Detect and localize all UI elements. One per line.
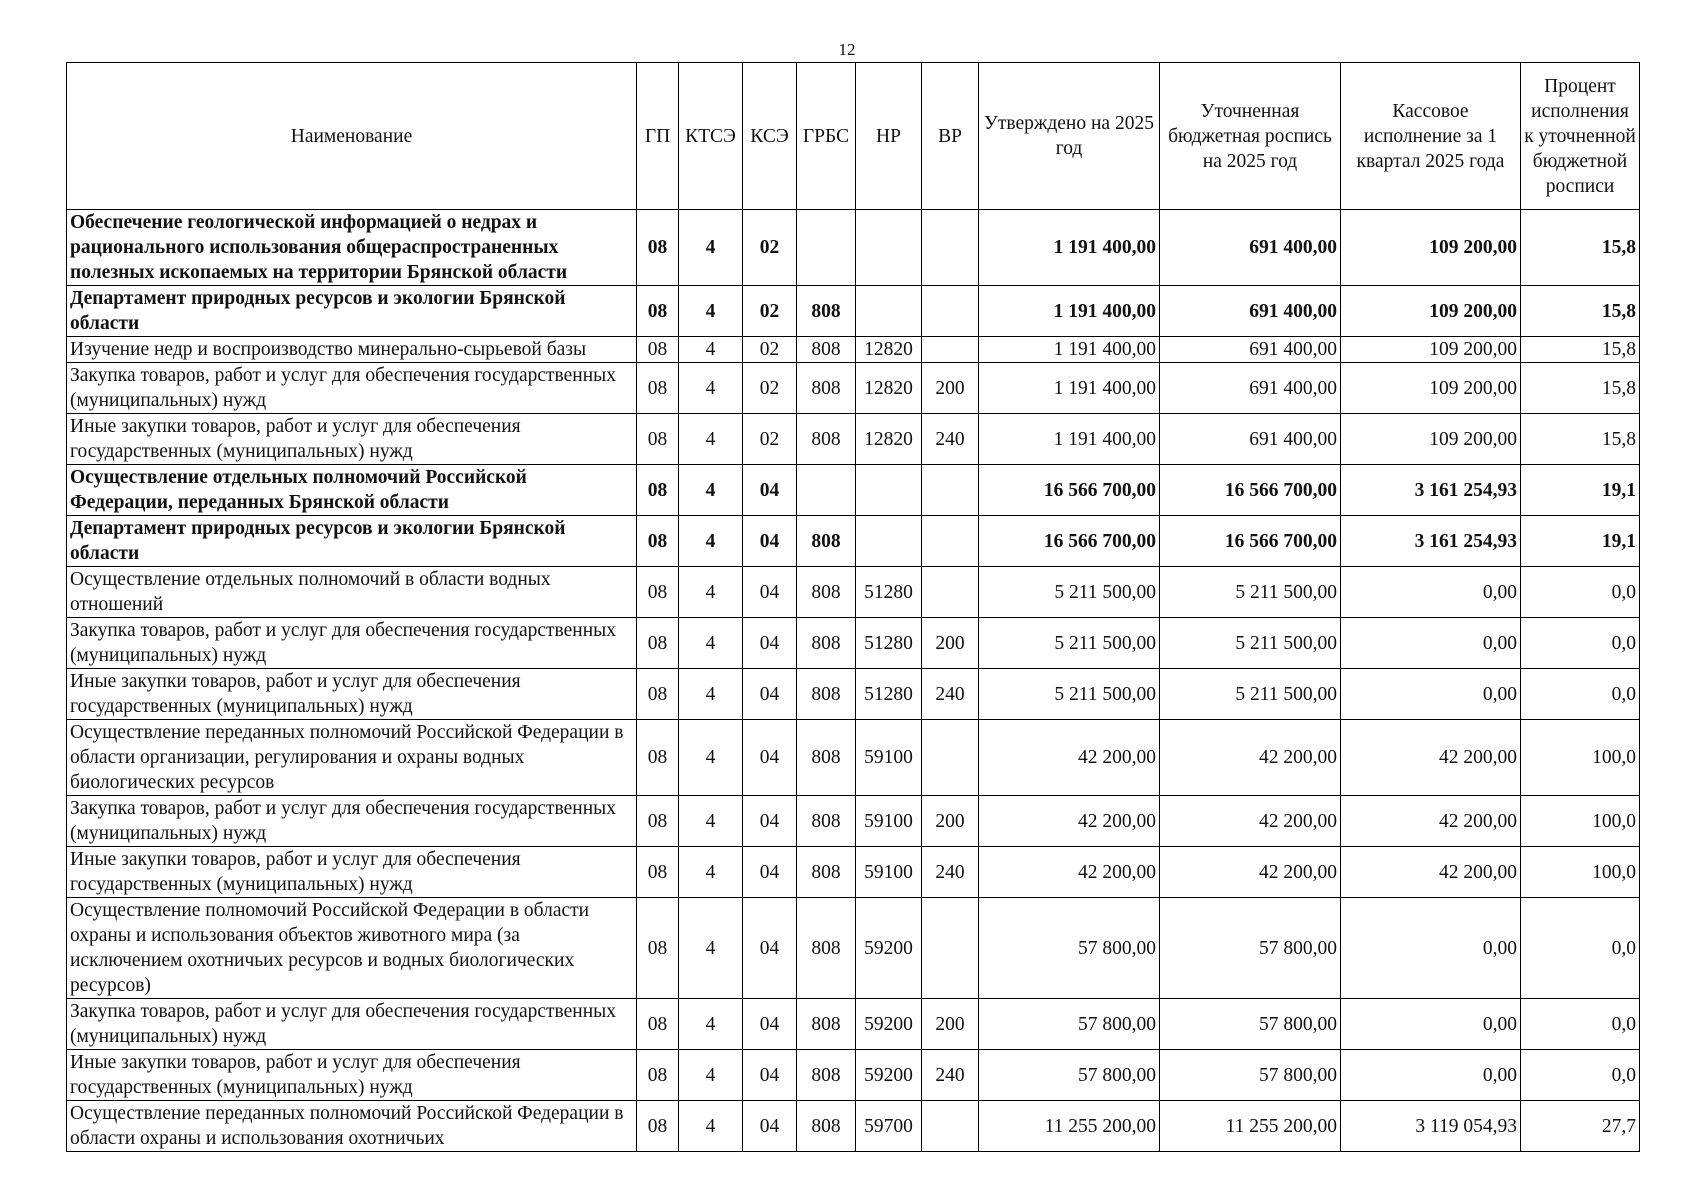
cell-cash: 42 200,00 xyxy=(1341,847,1521,898)
cell-cash: 0,00 xyxy=(1341,999,1521,1050)
cell-percent: 0,0 xyxy=(1521,669,1640,720)
table-row xyxy=(67,618,1640,669)
cell-vr: 200 xyxy=(922,363,979,414)
cell-revised: 691 400,00 xyxy=(1160,363,1341,414)
table-row xyxy=(67,286,1640,337)
table-row xyxy=(67,516,1640,567)
cell-gp: 08 xyxy=(637,465,679,516)
budget-table xyxy=(66,62,1640,1152)
header-grbs: ГРБС xyxy=(797,63,856,210)
cell-approved: 1 191 400,00 xyxy=(979,414,1160,465)
cell-nr: 59200 xyxy=(856,898,922,999)
cell-name: Осуществление отдельных полномочий в области водных отношений xyxy=(67,567,637,618)
cell-vr xyxy=(922,516,979,567)
cell-approved: 57 800,00 xyxy=(979,898,1160,999)
cell-kse: 04 xyxy=(743,720,797,796)
header-vr: ВР xyxy=(922,63,979,210)
cell-cash: 0,00 xyxy=(1341,567,1521,618)
table-row xyxy=(67,337,1640,363)
cell-grbs: 808 xyxy=(797,618,856,669)
cell-nr: 12820 xyxy=(856,363,922,414)
cell-gp: 08 xyxy=(637,999,679,1050)
cell-grbs: 808 xyxy=(797,1101,856,1152)
cell-grbs: 808 xyxy=(797,337,856,363)
cell-vr xyxy=(922,1101,979,1152)
cell-kse: 02 xyxy=(743,337,797,363)
table-row xyxy=(67,898,1640,999)
cell-ktse: 4 xyxy=(679,618,743,669)
header-approved: Утверждено на 2025 год xyxy=(979,63,1160,210)
cell-nr: 51280 xyxy=(856,567,922,618)
cell-percent: 0,0 xyxy=(1521,898,1640,999)
cell-revised: 11 255 200,00 xyxy=(1160,1101,1341,1152)
cell-kse: 04 xyxy=(743,898,797,999)
cell-approved: 1 191 400,00 xyxy=(979,210,1160,286)
cell-name: Иные закупки товаров, работ и услуг для обеспечения государственных (муниципальных) нужд xyxy=(67,847,637,898)
header-nr: НР xyxy=(856,63,922,210)
table-row xyxy=(67,669,1640,720)
cell-percent: 15,8 xyxy=(1521,414,1640,465)
cell-ktse: 4 xyxy=(679,337,743,363)
cell-kse: 02 xyxy=(743,414,797,465)
cell-nr: 59100 xyxy=(856,720,922,796)
cell-kse: 04 xyxy=(743,1101,797,1152)
cell-nr: 12820 xyxy=(856,337,922,363)
cell-percent: 0,0 xyxy=(1521,999,1640,1050)
cell-gp: 08 xyxy=(637,414,679,465)
cell-grbs: 808 xyxy=(797,999,856,1050)
cell-name: Иные закупки товаров, работ и услуг для обеспечения государственных (муниципальных) нужд xyxy=(67,1050,637,1101)
table-body xyxy=(67,210,1640,1152)
cell-percent: 19,1 xyxy=(1521,465,1640,516)
cell-percent: 15,8 xyxy=(1521,286,1640,337)
cell-ktse: 4 xyxy=(679,210,743,286)
cell-kse: 02 xyxy=(743,286,797,337)
cell-percent: 0,0 xyxy=(1521,567,1640,618)
cell-approved: 16 566 700,00 xyxy=(979,516,1160,567)
header-ktse: КТСЭ xyxy=(679,63,743,210)
cell-percent: 100,0 xyxy=(1521,796,1640,847)
table-row xyxy=(67,363,1640,414)
cell-approved: 1 191 400,00 xyxy=(979,337,1160,363)
cell-name: Закупка товаров, работ и услуг для обеспечения государственных (муниципальных) нужд xyxy=(67,796,637,847)
cell-ktse: 4 xyxy=(679,1101,743,1152)
cell-grbs: 808 xyxy=(797,847,856,898)
cell-approved: 5 211 500,00 xyxy=(979,669,1160,720)
header-name: Наименование xyxy=(67,63,637,210)
cell-gp: 08 xyxy=(637,1101,679,1152)
cell-kse: 04 xyxy=(743,567,797,618)
cell-vr: 200 xyxy=(922,618,979,669)
cell-revised: 16 566 700,00 xyxy=(1160,465,1341,516)
cell-revised: 5 211 500,00 xyxy=(1160,669,1341,720)
cell-nr: 59100 xyxy=(856,796,922,847)
cell-approved: 42 200,00 xyxy=(979,847,1160,898)
table-row xyxy=(67,1050,1640,1101)
cell-cash: 109 200,00 xyxy=(1341,414,1521,465)
cell-percent: 15,8 xyxy=(1521,337,1640,363)
cell-gp: 08 xyxy=(637,618,679,669)
cell-revised: 691 400,00 xyxy=(1160,210,1341,286)
cell-nr: 51280 xyxy=(856,618,922,669)
cell-vr xyxy=(922,465,979,516)
cell-cash: 42 200,00 xyxy=(1341,796,1521,847)
cell-revised: 691 400,00 xyxy=(1160,337,1341,363)
header-percent: Процент исполнения к уточненной бюджетной росписи xyxy=(1521,63,1640,210)
cell-ktse: 4 xyxy=(679,720,743,796)
cell-cash: 3 161 254,93 xyxy=(1341,516,1521,567)
cell-cash: 0,00 xyxy=(1341,618,1521,669)
cell-ktse: 4 xyxy=(679,363,743,414)
cell-approved: 5 211 500,00 xyxy=(979,567,1160,618)
cell-cash: 109 200,00 xyxy=(1341,210,1521,286)
cell-percent: 27,7 xyxy=(1521,1101,1640,1152)
cell-name: Иные закупки товаров, работ и услуг для обеспечения государственных (муниципальных) нужд xyxy=(67,669,637,720)
cell-name: Осуществление полномочий Российской Федерации в области охраны и использования объектов животного мира (за исключением охотничьих ресурсов и водных биологических ресурсов) xyxy=(67,898,637,999)
cell-revised: 5 211 500,00 xyxy=(1160,567,1341,618)
cell-approved: 42 200,00 xyxy=(979,720,1160,796)
cell-revised: 57 800,00 xyxy=(1160,1050,1341,1101)
cell-percent: 100,0 xyxy=(1521,847,1640,898)
cell-vr: 200 xyxy=(922,796,979,847)
cell-nr xyxy=(856,516,922,567)
cell-ktse: 4 xyxy=(679,669,743,720)
cell-nr: 59200 xyxy=(856,1050,922,1101)
cell-revised: 5 211 500,00 xyxy=(1160,618,1341,669)
header-cash: Кассовое исполнение за 1 квартал 2025 года xyxy=(1341,63,1521,210)
cell-cash: 3 161 254,93 xyxy=(1341,465,1521,516)
cell-percent: 100,0 xyxy=(1521,720,1640,796)
table-row xyxy=(67,414,1640,465)
cell-name: Департамент природных ресурсов и экологии Брянской области xyxy=(67,286,637,337)
cell-kse: 04 xyxy=(743,796,797,847)
cell-ktse: 4 xyxy=(679,465,743,516)
cell-vr xyxy=(922,720,979,796)
cell-kse: 04 xyxy=(743,1050,797,1101)
cell-nr xyxy=(856,210,922,286)
cell-gp: 08 xyxy=(637,720,679,796)
cell-vr: 240 xyxy=(922,414,979,465)
cell-gp: 08 xyxy=(637,286,679,337)
cell-kse: 04 xyxy=(743,516,797,567)
cell-approved: 5 211 500,00 xyxy=(979,618,1160,669)
cell-percent: 15,8 xyxy=(1521,210,1640,286)
cell-revised: 57 800,00 xyxy=(1160,898,1341,999)
cell-vr: 240 xyxy=(922,847,979,898)
cell-revised: 42 200,00 xyxy=(1160,847,1341,898)
cell-name: Департамент природных ресурсов и экологии Брянской области xyxy=(67,516,637,567)
header-kse: КСЭ xyxy=(743,63,797,210)
cell-ktse: 4 xyxy=(679,1050,743,1101)
table-row xyxy=(67,1101,1640,1152)
cell-ktse: 4 xyxy=(679,286,743,337)
cell-cash: 42 200,00 xyxy=(1341,720,1521,796)
cell-grbs: 808 xyxy=(797,516,856,567)
table-row xyxy=(67,567,1640,618)
table-row xyxy=(67,720,1640,796)
cell-vr xyxy=(922,286,979,337)
table-row xyxy=(67,210,1640,286)
table-row xyxy=(67,847,1640,898)
cell-revised: 57 800,00 xyxy=(1160,999,1341,1050)
cell-grbs: 808 xyxy=(797,898,856,999)
cell-ktse: 4 xyxy=(679,414,743,465)
cell-approved: 16 566 700,00 xyxy=(979,465,1160,516)
table-header-row xyxy=(67,63,1640,210)
cell-name: Закупка товаров, работ и услуг для обеспечения государственных (муниципальных) нужд xyxy=(67,363,637,414)
cell-approved: 11 255 200,00 xyxy=(979,1101,1160,1152)
cell-name: Осуществление переданных полномочий Российской Федерации в области организации, регулирования и охраны водных биологических ресурсов xyxy=(67,720,637,796)
cell-percent: 0,0 xyxy=(1521,1050,1640,1101)
cell-ktse: 4 xyxy=(679,898,743,999)
cell-vr xyxy=(922,898,979,999)
cell-gp: 08 xyxy=(637,796,679,847)
cell-gp: 08 xyxy=(637,1050,679,1101)
cell-revised: 16 566 700,00 xyxy=(1160,516,1341,567)
header-revised: Уточненная бюджетная роспись на 2025 год xyxy=(1160,63,1341,210)
cell-name: Обеспечение геологической информацией о недрах и рационального использования общераспространенных полезных ископаемых на территории Брянской области xyxy=(67,210,637,286)
cell-kse: 02 xyxy=(743,210,797,286)
cell-approved: 42 200,00 xyxy=(979,796,1160,847)
cell-approved: 1 191 400,00 xyxy=(979,286,1160,337)
cell-grbs: 808 xyxy=(797,720,856,796)
table-row xyxy=(67,999,1640,1050)
cell-percent: 0,0 xyxy=(1521,618,1640,669)
cell-gp: 08 xyxy=(637,210,679,286)
cell-kse: 04 xyxy=(743,618,797,669)
cell-revised: 42 200,00 xyxy=(1160,796,1341,847)
cell-approved: 57 800,00 xyxy=(979,999,1160,1050)
cell-gp: 08 xyxy=(637,516,679,567)
cell-gp: 08 xyxy=(637,567,679,618)
cell-ktse: 4 xyxy=(679,999,743,1050)
cell-cash: 0,00 xyxy=(1341,1050,1521,1101)
cell-kse: 04 xyxy=(743,669,797,720)
cell-ktse: 4 xyxy=(679,567,743,618)
table-row xyxy=(67,796,1640,847)
cell-kse: 04 xyxy=(743,999,797,1050)
header-gp: ГП xyxy=(637,63,679,210)
cell-percent: 19,1 xyxy=(1521,516,1640,567)
cell-cash: 0,00 xyxy=(1341,898,1521,999)
cell-approved: 57 800,00 xyxy=(979,1050,1160,1101)
cell-nr xyxy=(856,465,922,516)
cell-nr: 51280 xyxy=(856,669,922,720)
cell-grbs: 808 xyxy=(797,1050,856,1101)
page-number: 12 xyxy=(838,40,856,59)
cell-cash: 109 200,00 xyxy=(1341,286,1521,337)
cell-kse: 02 xyxy=(743,363,797,414)
cell-gp: 08 xyxy=(637,337,679,363)
cell-ktse: 4 xyxy=(679,847,743,898)
cell-nr: 12820 xyxy=(856,414,922,465)
cell-gp: 08 xyxy=(637,847,679,898)
cell-ktse: 4 xyxy=(679,516,743,567)
cell-revised: 691 400,00 xyxy=(1160,414,1341,465)
cell-vr xyxy=(922,337,979,363)
cell-approved: 1 191 400,00 xyxy=(979,363,1160,414)
cell-name: Иные закупки товаров, работ и услуг для обеспечения государственных (муниципальных) нужд xyxy=(67,414,637,465)
cell-ktse: 4 xyxy=(679,796,743,847)
cell-name: Изучение недр и воспроизводство минерально-сырьевой базы xyxy=(67,337,637,363)
cell-name: Осуществление переданных полномочий Российской Федерации в области охраны и использования охотничьих xyxy=(67,1101,637,1152)
cell-name: Закупка товаров, работ и услуг для обеспечения государственных (муниципальных) нужд xyxy=(67,999,637,1050)
cell-grbs: 808 xyxy=(797,414,856,465)
cell-kse: 04 xyxy=(743,465,797,516)
table-row xyxy=(67,465,1640,516)
cell-nr xyxy=(856,286,922,337)
cell-name: Закупка товаров, работ и услуг для обеспечения государственных (муниципальных) нужд xyxy=(67,618,637,669)
cell-nr: 59100 xyxy=(856,847,922,898)
cell-vr: 240 xyxy=(922,1050,979,1101)
cell-gp: 08 xyxy=(637,669,679,720)
cell-grbs: 808 xyxy=(797,363,856,414)
cell-grbs: 808 xyxy=(797,286,856,337)
cell-vr xyxy=(922,210,979,286)
cell-nr: 59700 xyxy=(856,1101,922,1152)
cell-gp: 08 xyxy=(637,363,679,414)
cell-percent: 15,8 xyxy=(1521,363,1640,414)
cell-gp: 08 xyxy=(637,898,679,999)
cell-revised: 42 200,00 xyxy=(1160,720,1341,796)
cell-cash: 3 119 054,93 xyxy=(1341,1101,1521,1152)
cell-grbs: 808 xyxy=(797,796,856,847)
cell-vr: 200 xyxy=(922,999,979,1050)
cell-cash: 109 200,00 xyxy=(1341,337,1521,363)
cell-grbs xyxy=(797,210,856,286)
cell-vr: 240 xyxy=(922,669,979,720)
cell-name: Осуществление отдельных полномочий Российской Федерации, переданных Брянской области xyxy=(67,465,637,516)
cell-kse: 04 xyxy=(743,847,797,898)
cell-grbs: 808 xyxy=(797,567,856,618)
cell-revised: 691 400,00 xyxy=(1160,286,1341,337)
cell-nr: 59200 xyxy=(856,999,922,1050)
cell-vr xyxy=(922,567,979,618)
cell-grbs xyxy=(797,465,856,516)
cell-cash: 0,00 xyxy=(1341,669,1521,720)
cell-grbs: 808 xyxy=(797,669,856,720)
cell-cash: 109 200,00 xyxy=(1341,363,1521,414)
